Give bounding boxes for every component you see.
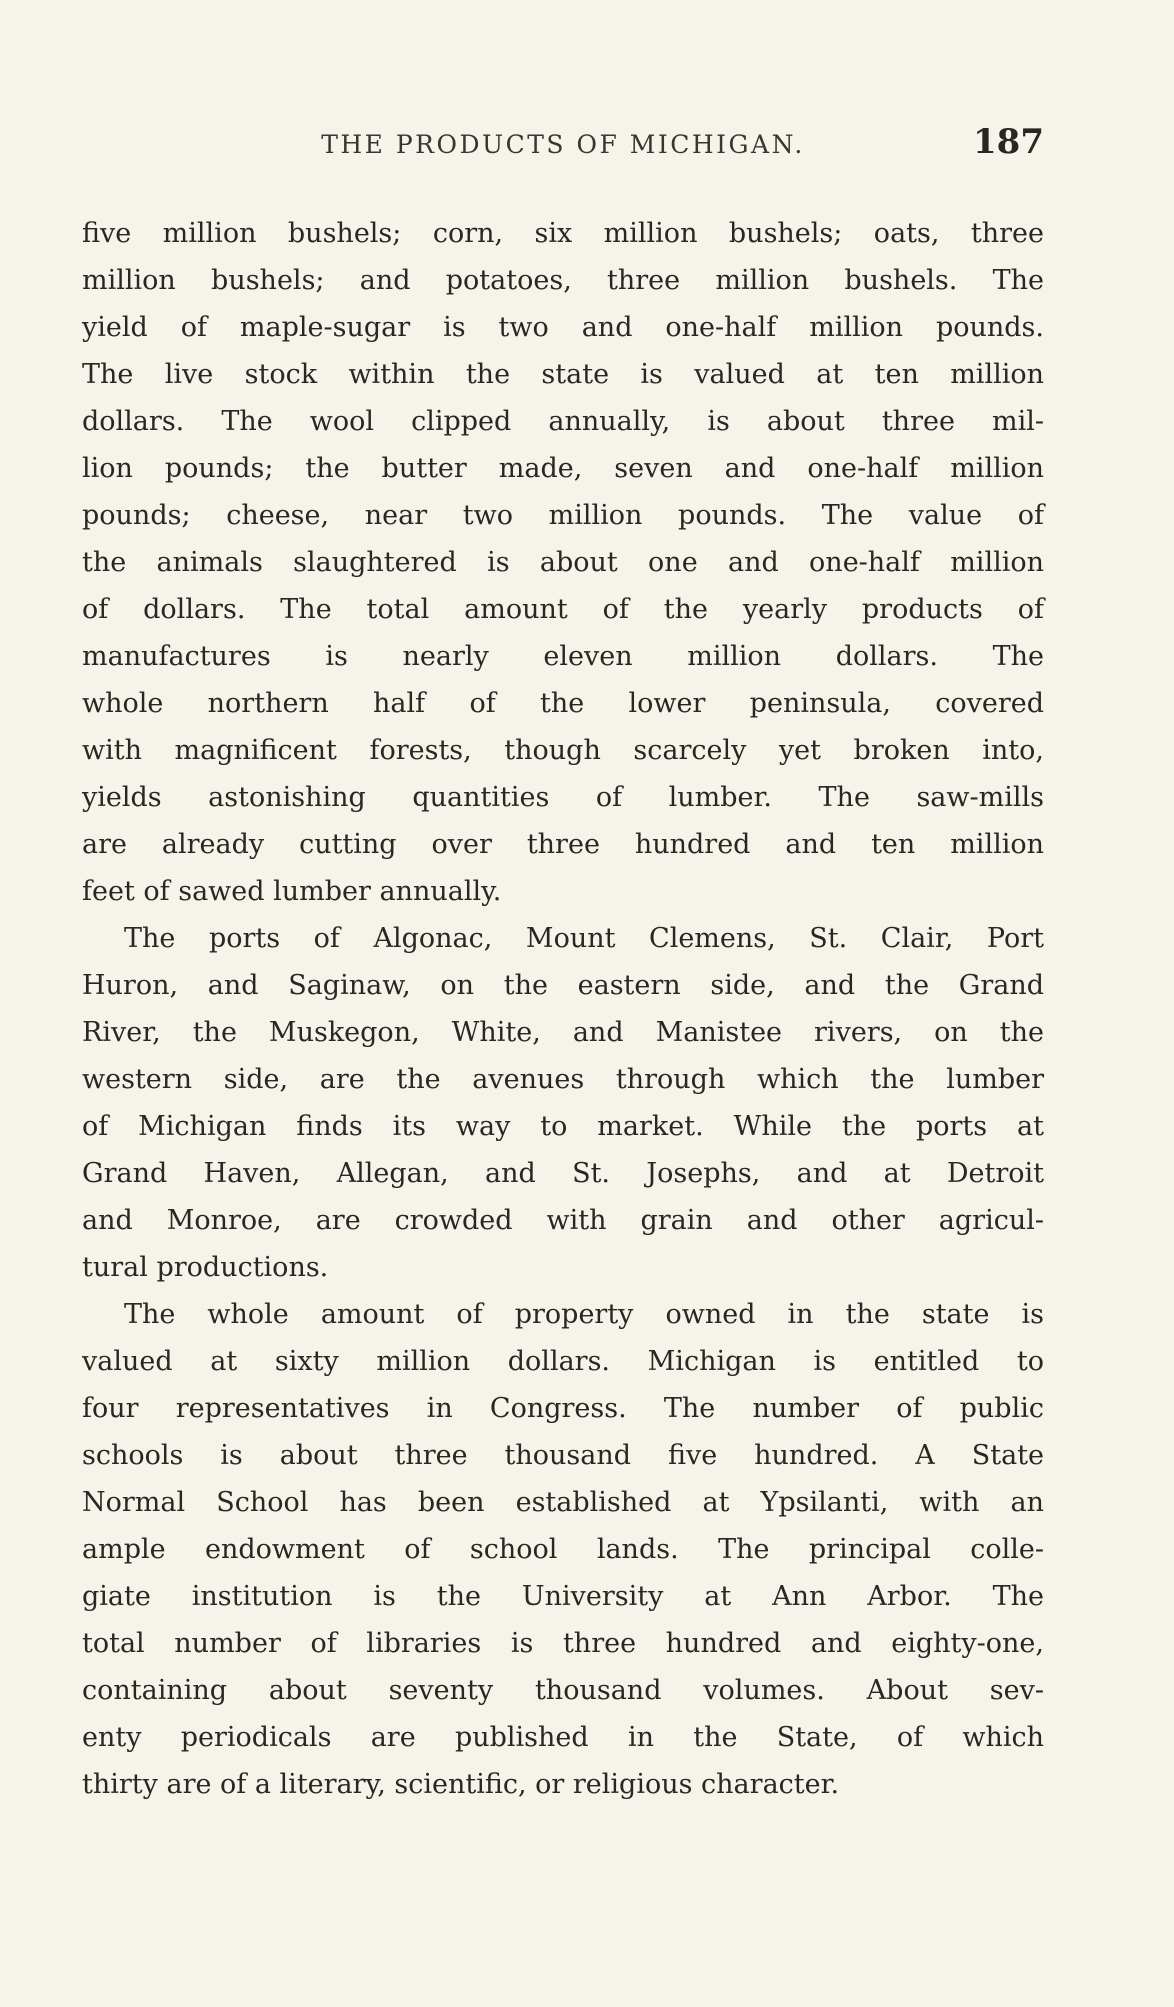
text-line: of dollars. The total amount of the yearly products of xyxy=(82,594,1044,625)
text-line: tural productions. xyxy=(82,1252,329,1283)
paragraph-1 xyxy=(82,210,1044,915)
text-line: ample endowment of school lands. The principal colle- xyxy=(82,1534,1044,1565)
text-line: manufactures is nearly eleven million dollars. The xyxy=(82,641,1044,672)
text-line: are already cutting over three hundred and ten million xyxy=(82,829,1044,860)
text-line: Grand Haven, Allegan, and St. Josephs, and at Detroit xyxy=(82,1158,1044,1189)
text-line: western side, are the avenues through which the lumber xyxy=(82,1064,1044,1095)
text-line: enty periodicals are published in the State, of which xyxy=(82,1722,1044,1753)
text-line: pounds; cheese, near two million pounds. The value of xyxy=(82,500,1044,531)
text-line: containing about seventy thousand volumes. About sev- xyxy=(82,1675,1044,1706)
text-line: The whole amount of property owned in the state is xyxy=(124,1299,1044,1330)
text-line: yield of maple-sugar is two and one-half million pounds. xyxy=(82,312,1044,343)
text-line: dollars. The wool clipped annually, is about three mil- xyxy=(82,406,1044,437)
text-line: and Monroe, are crowded with grain and other agricul- xyxy=(82,1205,1044,1236)
text-line: total number of libraries is three hundred and eighty-one, xyxy=(82,1628,1044,1659)
text-line: four representatives in Congress. The number of public xyxy=(82,1393,1044,1424)
running-title: THE PRODUCTS OF MICHIGAN. xyxy=(321,130,805,159)
text-line: thirty are of a literary, scientific, or religious character. xyxy=(82,1769,840,1800)
text-line: valued at sixty million dollars. Michigan is entitled to xyxy=(82,1346,1044,1377)
paragraph-3 xyxy=(82,1291,1044,1808)
text-line: the animals slaughtered is about one and one-half million xyxy=(82,547,1044,578)
paragraph-2 xyxy=(82,915,1044,1291)
text-line: schools is about three thousand five hundred. A State xyxy=(82,1440,1044,1471)
text-line: lion pounds; the butter made, seven and one-half million xyxy=(82,453,1044,484)
text-line: five million bushels; corn, six million bushels; oats, three xyxy=(82,218,1044,249)
text-line: yields astonishing quantities of lumber. The saw-mills xyxy=(82,782,1044,813)
text-line: Normal School has been established at Ypsilanti, with an xyxy=(82,1487,1044,1518)
page-number: 187 xyxy=(973,122,1044,162)
text-line: giate institution is the University at Ann Arbor. The xyxy=(82,1581,1044,1612)
text-line: River, the Muskegon, White, and Manistee rivers, on the xyxy=(82,1017,1044,1048)
body-text xyxy=(82,210,1044,1808)
text-line: with magnificent forests, though scarcely yet broken into, xyxy=(82,735,1044,766)
text-line: feet of sawed lumber annually. xyxy=(82,876,502,907)
page-header xyxy=(82,122,1044,168)
text-line: The live stock within the state is valued at ten million xyxy=(82,359,1044,390)
text-line: million bushels; and potatoes, three million bushels. The xyxy=(82,265,1044,296)
text-line: of Michigan finds its way to market. While the ports at xyxy=(82,1111,1044,1142)
text-line: Huron, and Saginaw, on the eastern side, and the Grand xyxy=(82,970,1044,1001)
text-line: The ports of Algonac, Mount Clemens, St. Clair, Port xyxy=(124,923,1044,954)
text-line: whole northern half of the lower peninsula, covered xyxy=(82,688,1044,719)
